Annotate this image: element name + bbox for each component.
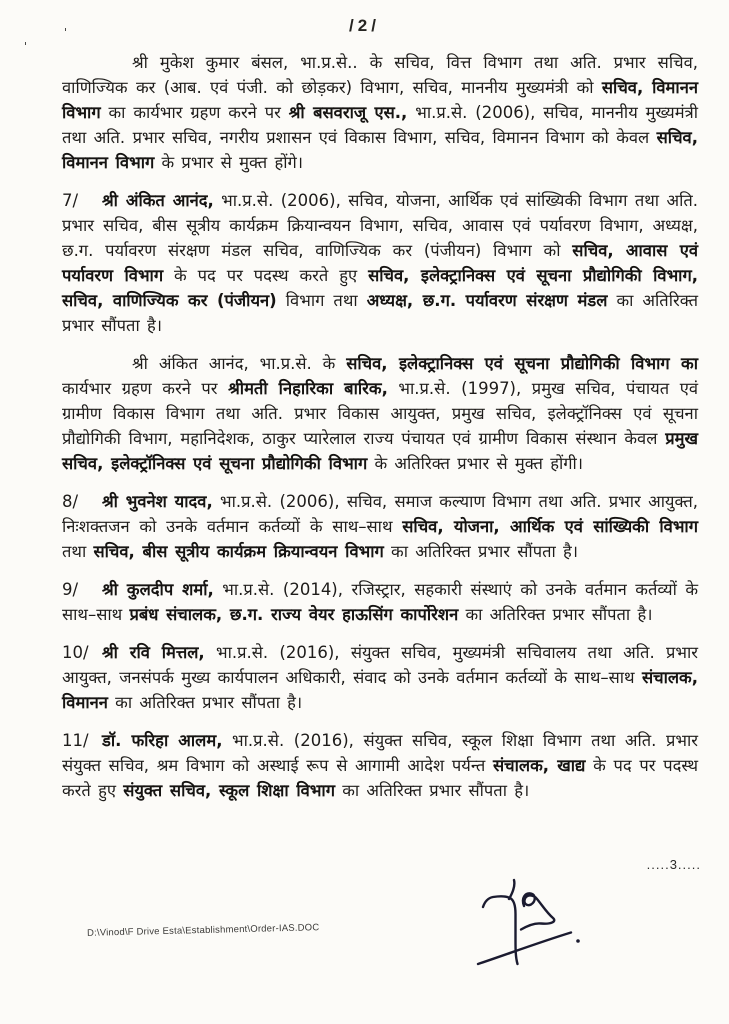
bold-text: संचालक, खाद्य xyxy=(493,756,586,775)
body-text: भा.प्र.से. (2016), संयुक्त सचिव, मुख्यमंत्री सचिवालय तथा अति. प्रभार आयुक्त, जनसंपर्क मुख्य कार्यपालन अधिकारी, संवाद को उनके वर्तमान कर्तव्यों के साथ–साथ xyxy=(62,643,698,687)
bold-text: श्री भुवनेश यादव, xyxy=(102,492,213,511)
order-paragraph xyxy=(62,188,698,338)
bold-text: सचिव, योजना, आर्थिक एवं सांख्यिकी विभाग xyxy=(402,517,698,536)
order-paragraphs xyxy=(62,50,698,816)
body-text: श्री अंकित आनंद, भा.प्र.से. के xyxy=(132,354,347,373)
body-text: विभाग तथा xyxy=(276,291,367,310)
order-paragraph xyxy=(62,728,698,803)
file-path-footer: D:\Vinod\F Drive Esta\Establishment\Order-IAS.DOC xyxy=(86,922,320,939)
scan-speck: ' xyxy=(64,26,68,39)
body-text: के पद पर पदस्थ करते हुए xyxy=(62,756,698,800)
order-paragraph xyxy=(62,577,698,627)
handwritten-signature-icon xyxy=(440,866,620,986)
body-text: भा.प्र.से. (2014), रजिस्ट्रार, सहकारी संस्थाएं को उनके वर्तमान कर्तव्यों के साथ–साथ xyxy=(62,580,698,624)
bold-text: डॉ. फरिहा आलम, xyxy=(102,731,223,750)
body-text: के प्रभार से मुक्त होंगे। xyxy=(154,153,304,172)
order-paragraph xyxy=(62,640,698,715)
page-number: /2/ xyxy=(349,16,380,35)
paragraph-number: 9/ xyxy=(62,580,79,599)
body-text: का अतिरिक्त प्रभार सौंपता है। xyxy=(383,542,579,561)
bold-text: श्री बसवराजू एस., xyxy=(288,103,408,122)
body-text: का अतिरिक्त प्रभार सौंपता है। xyxy=(458,605,653,624)
body-text: श्री मुकेश कुमार बंसल, भा.प्र.से.. के सचिव, वित्त विभाग तथा अति. प्रभार सचिव, वाणिज्यिक कर (आब. एवं पंजी. को छोड़कर) विभाग, सचिव, माननीय मुख्यमंत्री को xyxy=(62,53,698,97)
body-text: भा.प्र.से. (1997), प्रमुख सचिव, पंचायत एवं ग्रामीण विकास विभाग तथा अति. प्रभार विकास आयुक्त, प्रमुख सचिव, इलेक्ट्रॉनिक्स एवं सूचना प्रौद्योगिकी विभाग, महानिदेशक, ठाकुर प्यारेलाल राज्य पंचायत एवं ग्रामीण विकास संस्थान केवल xyxy=(62,379,698,448)
body-text: भा.प्र.से. (2006), सचिव, योजना, आर्थिक एवं सांख्यिकी विभाग तथा अति. प्रभार सचिव, बीस सूत्रीय कार्यक्रम क्रियान्वयन विभाग, सचिव, आवास एवं पर्यावरण विभाग, अध्यक्ष, छ.ग. पर्यावरण संरक्षण मंडल सचिव, वाणिज्यिक कर (पंजीयन) विभाग को xyxy=(62,191,698,260)
paragraph-number: 11/ xyxy=(62,731,89,750)
bold-text: संचालक, विमानन xyxy=(62,668,698,712)
bold-text: सचिव, इलेक्ट्रानिक्स एवं सूचना प्रौद्योगिकी विभाग का xyxy=(346,354,698,373)
body-text: के पद पर पदस्थ करते हुए xyxy=(163,266,369,285)
body-text: भा.प्र.से. (2006), सचिव, माननीय मुख्यमंत्री तथा अति. प्रभार सचिव, नगरीय प्रशासन एवं विकास विभाग, सचिव, विमानन विभाग को केवल xyxy=(62,103,699,147)
bold-text: सचिव, विमानन विभाग xyxy=(62,78,699,122)
continuation-marker: .....3..... xyxy=(646,857,701,872)
bold-text: सचिव, विमानन विभाग xyxy=(62,128,698,172)
paragraph-number: 7/ xyxy=(62,191,79,210)
bold-text: संयुक्त सचिव, स्कूल शिक्षा विभाग xyxy=(123,781,335,800)
bold-text: श्री कुलदीप शर्मा, xyxy=(102,580,214,599)
order-paragraph xyxy=(62,351,698,476)
paragraph-number: 8/ xyxy=(62,492,79,511)
body-text: कार्यभार ग्रहण करने पर xyxy=(62,379,229,398)
bold-text: श्रीमती निहारिका बारिक, xyxy=(228,379,388,398)
body-text: का अतिरिक्त प्रभार सौंपता है। xyxy=(62,291,698,335)
body-text: भा.प्र.से. (2016), संयुक्त सचिव, स्कूल शिक्षा विभाग तथा अति. प्रभार संयुक्त सचिव, श्रम विभाग को अस्थाई रूप से आगामी आदेश पर्यन्त xyxy=(62,731,698,775)
body-text: के अतिरिक्त प्रभार से मुक्त होंगी। xyxy=(367,454,584,473)
bold-text: श्री रवि मित्तल, xyxy=(102,643,205,662)
bold-text: श्री अंकित आनंद, xyxy=(102,191,214,210)
bold-text: प्रमुख सचिव, इलेक्ट्रॉनिक्स एवं सूचना प्रौद्योगिकी विभाग xyxy=(62,429,698,473)
scan-speck: ' xyxy=(24,40,28,53)
bold-text: सचिव, आवास एवं पर्यावरण विभाग xyxy=(62,241,698,285)
order-paragraph xyxy=(62,489,698,564)
paragraph-number: 10/ xyxy=(62,643,89,662)
bold-text: अध्यक्ष, छ.ग. पर्यावरण संरक्षण मंडल xyxy=(366,291,608,310)
body-text: का कार्यभार ग्रहण करने पर xyxy=(100,103,289,122)
body-text: का अतिरिक्त प्रभार सौंपता है। xyxy=(335,781,530,800)
body-text: भा.प्र.से. (2006), सचिव, समाज कल्याण विभाग तथा अति. प्रभार आयुक्त, निःशक्तजन को उनके वर्तमान कर्तव्यों के साथ–साथ xyxy=(62,492,698,536)
body-text: का अतिरिक्त प्रभार सौंपता है। xyxy=(107,693,303,712)
order-paragraph xyxy=(62,50,698,175)
body-text: तथा xyxy=(62,542,94,561)
bold-text: सचिव, बीस सूत्रीय कार्यक्रम क्रियान्वयन विभाग xyxy=(93,542,384,561)
bold-text: सचिव, इलेक्ट्रानिक्स एवं सूचना प्रौद्योगिकी विभाग, सचिव, वाणिज्यिक कर (पंजीयन) xyxy=(62,266,699,310)
bold-text: प्रबंध संचालक, छ.ग. राज्य वेयर हाऊसिंग कार्पोरेशन xyxy=(129,605,459,624)
